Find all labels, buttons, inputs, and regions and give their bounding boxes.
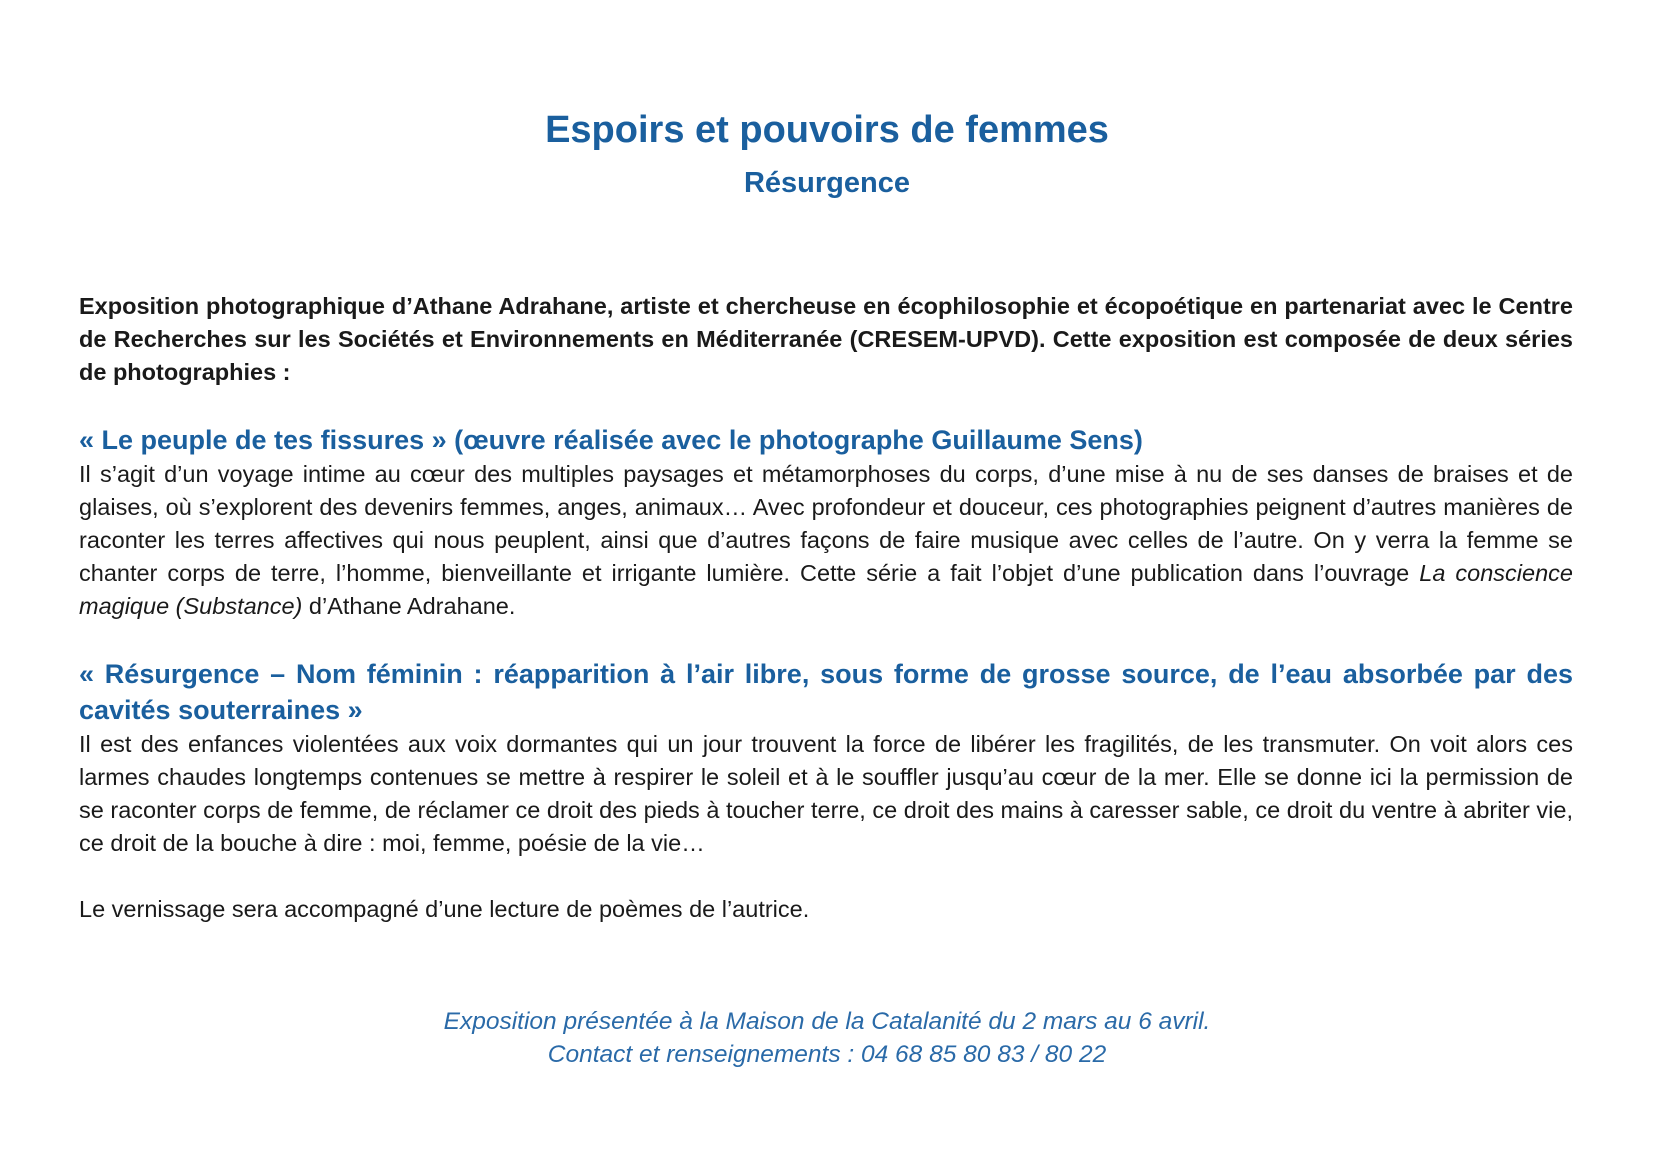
series-body-1	[79, 458, 1573, 623]
spacer	[79, 623, 1573, 656]
main-content	[79, 290, 1573, 926]
series-heading-2: « Résurgence – Nom féminin : réapparition à l’air libre, sous forme de grosse source, de l’eau absorbée par des cavités souterraines »	[79, 659, 1573, 725]
series-body-1-text-end: d’Athane Adrahane.	[302, 593, 516, 619]
series-body-2: Il est des enfances violentées aux voix dormantes qui un jour trouvent la force de libérer les fragilités, de les transmuter. On voit alors ces larmes chaudes longtemps contenues se mettre à respirer le soleil et à le souffler jusqu’au cœur de la mer. Elle se donne ici la permission de se raconter corps de femme, de réclamer ce droit des pieds à toucher terre, ce droit des mains à caresser sable, ce droit du ventre à abriter vie, ce droit de la bouche à dire : moi, femme, poésie de la vie…	[79, 731, 1573, 856]
series-section-2	[79, 656, 1573, 860]
exhibition-dates: Exposition présentée à la Maison de la Catalanité du 2 mars au 6 avril.	[443, 1008, 1211, 1035]
contact-info: Contact et renseignements : 04 68 85 80 83 / 80 22	[547, 1041, 1107, 1068]
spacer	[79, 860, 1573, 893]
closing-paragraph: Le vernissage sera accompagné d’une lecture de poèmes de l’autrice.	[79, 896, 810, 922]
page-title: Espoirs et pouvoirs de femmes	[545, 109, 1109, 151]
series-heading-1: « Le peuple de tes fissures » (œuvre réalisée avec le photographe Guillaume Sens)	[79, 425, 1143, 455]
series-body-1-text-start: Il s’agit d’un voyage intime au cœur des multiples paysages et métamorphoses du corps, d’une mise à nu de ses danses de braises et de glaises, où s’explorent des devenirs femmes, anges, animaux… Avec profondeur et douceur, ces photographies peignent d’autres manières de raconter les terres affectives qui nous peuplent, ainsi que d’autres façons de faire musique avec celles de l’autre. On y verra la femme se chanter corps de terre, l’homme, bienveillante et irrigante lumière. Cette série a fait l’objet d’une publication dans l’ouvrage	[79, 461, 1573, 586]
footer-info	[0, 1005, 1654, 1071]
page-subtitle: Résurgence	[743, 167, 910, 199]
book-title: La conscience magique (Substance)	[79, 560, 1573, 619]
spacer	[79, 389, 1573, 422]
series-section-1	[79, 422, 1573, 623]
intro-paragraph: Exposition photographique d’Athane Adrahane, artiste et chercheuse en écophilosophie et écopoétique en partenariat avec le Centre de Recherches sur les Sociétés et Environnements en Méditerranée (CRESEM-UPVD). Cette exposition est composée de deux séries de photographies :	[79, 293, 1573, 385]
